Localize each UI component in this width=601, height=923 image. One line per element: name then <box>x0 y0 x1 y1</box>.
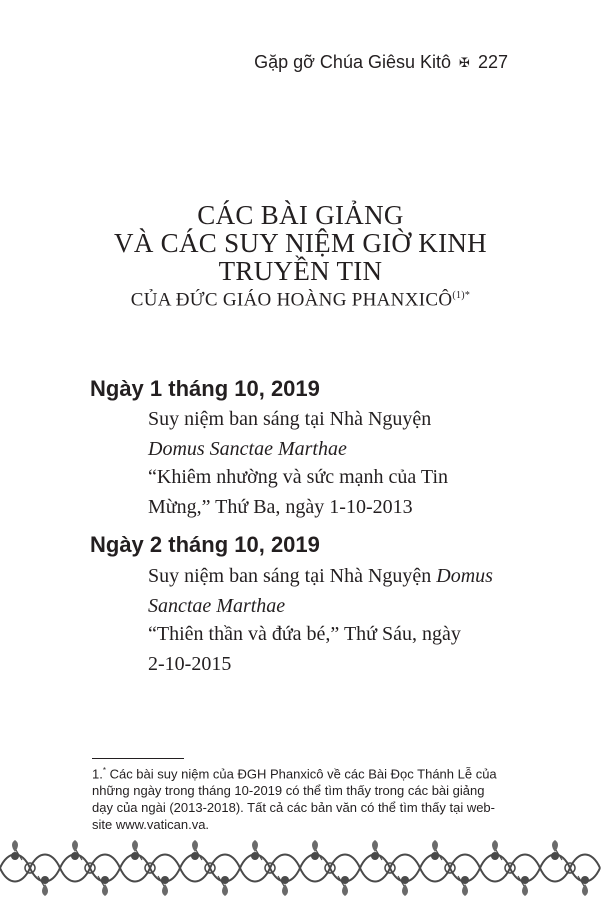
day-2-entry-2 <box>148 619 508 679</box>
footnote-line: site www.vatican.va. <box>92 817 210 833</box>
floral-border-ornament <box>0 838 601 898</box>
day-heading-2: Ngày 2 tháng 10, 2019 <box>90 532 320 557</box>
title-line-3: TRUYỀN TIN <box>218 256 383 286</box>
running-header <box>254 52 508 73</box>
cross-icon: ✠ <box>459 55 470 70</box>
footnote-line: dạy của ngài (2013-2018). Tất cả các bản văn có thể tìm thấy tại web- <box>92 800 495 816</box>
subtitle-text: CỦA ĐỨC GIÁO HOÀNG PHANXICÔ <box>130 289 453 311</box>
entry-line <box>148 561 508 591</box>
location-name: Sanctae Marthae <box>148 595 286 617</box>
day-1-entry-2 <box>148 462 508 522</box>
entry-line: 2-10-2015 <box>148 653 232 675</box>
day-2-entry-1 <box>148 561 508 621</box>
footnote <box>92 762 510 833</box>
entry-line: “Thiên thần và đứa bé,” Thứ Sáu, ngày <box>148 623 461 645</box>
location-name: Domus Sanctae Marthae <box>148 438 347 460</box>
title-line-2: VÀ CÁC SUY NIỆM GIỜ KINH <box>114 228 487 258</box>
footnote-line: những ngày trong tháng 10-2019 có thể tìm thấy trong các bài giảng <box>92 783 485 799</box>
day-1-entry-1 <box>148 404 508 464</box>
location-name: Domus <box>436 565 493 587</box>
entry-line: Suy niệm ban sáng tại Nhà Nguyện <box>148 408 432 430</box>
entry-line: Mừng,” Thứ Ba, ngày 1-10-2013 <box>148 496 413 518</box>
day-heading-1: Ngày 1 tháng 10, 2019 <box>90 376 320 401</box>
footnote-marker-sup: * <box>102 766 106 775</box>
footnote-text: Các bài suy niệm của ĐGH Phanxicô về các Bài Đọc Thánh Lễ của <box>105 766 497 782</box>
entry-text: Suy niệm ban sáng tại Nhà Nguyện <box>148 565 437 587</box>
book-title: Gặp gỡ Chúa Giêsu Kitô <box>254 52 452 72</box>
chapter-title <box>0 201 601 311</box>
footnote-marker: 1. <box>92 766 103 782</box>
footnote-line <box>92 762 510 782</box>
page-number: 227 <box>477 52 508 72</box>
entry-line <box>148 434 508 464</box>
entry-line: “Khiêm nhường và sức mạnh của Tin <box>148 466 448 488</box>
footnote-reference: (1)* <box>452 290 471 301</box>
entry-line <box>148 591 508 621</box>
title-line-1: CÁC BÀI GIẢNG <box>197 200 404 230</box>
footnote-divider <box>92 758 184 759</box>
chapter-subtitle <box>0 285 601 311</box>
